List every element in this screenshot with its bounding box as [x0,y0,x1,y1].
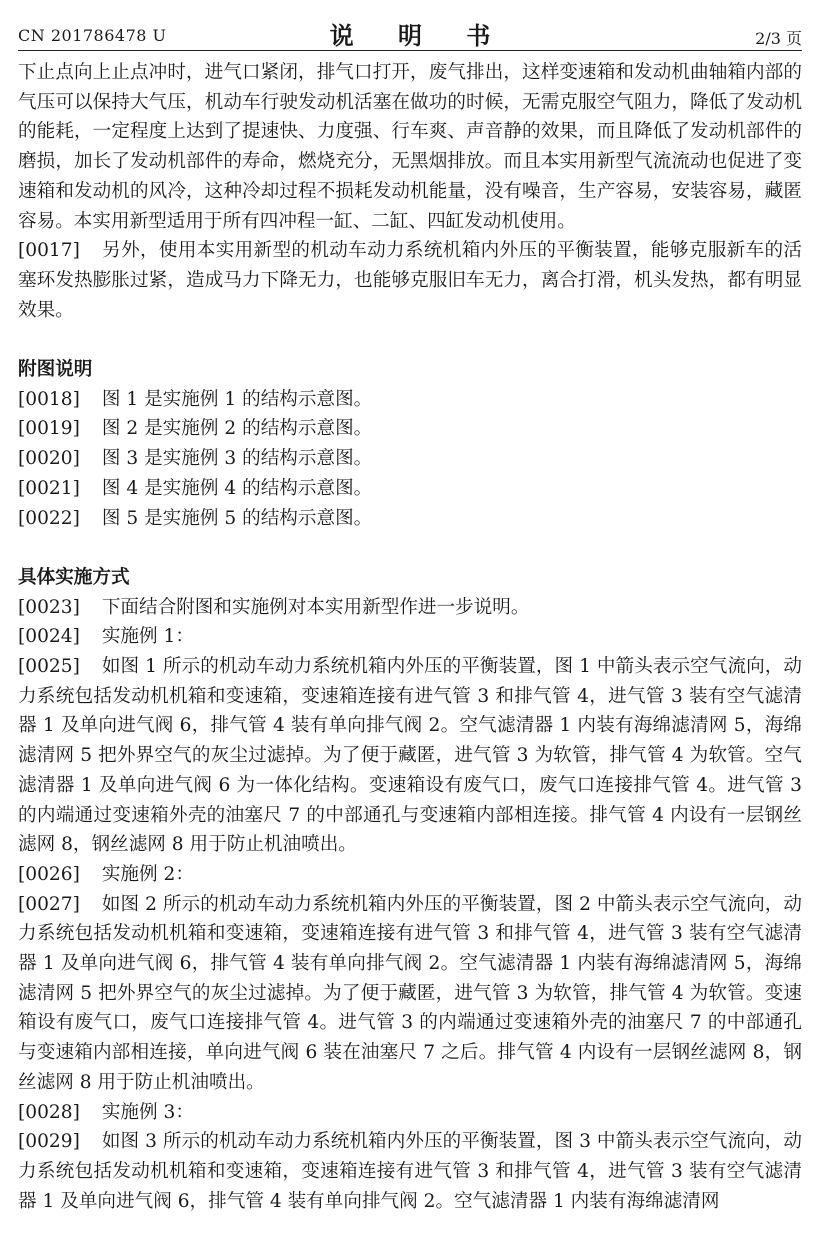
paragraph-text: 实施例 3： [101,1101,194,1123]
paragraph-text: 图 1 是实施例 1 的结构示意图。 [101,388,373,410]
numbered-paragraph [18,860,802,890]
paragraph-text: 如图 1 所示的机动车动力系统机箱内外压的平衡装置，图 1 中箭头表示空气流向，动力系统包括发动机机箱和变速箱，变速箱连接有进气管 3 和排气管 4，进气管 3 装有空气滤清器 1 及单向进气阀 6，排气管 4 装有单向排气阀 2。空气滤清器 1 内装有海绵滤清网 5，海绵滤清网 5 把外界空气的灰尘过滤掉。为了便于藏匿，进气管 3 为软管，排气管 4 为软管。空气滤清器 1 及单向进气阀 6 为一体化结构。变速箱设有废气口，废气口连接排气管 4。进气管 3 的内端通过变速箱外壳的油塞尺 7 的中部通孔与变速箱内部相连接。排气管 4 内设有一层钢丝滤网 8，钢丝滤网 8 用于防止机油喷出。 [18,656,802,856]
doc-number: CN 201786478 U [18,26,167,45]
numbered-paragraph [18,385,802,415]
paragraph-number: [0017] [18,240,80,262]
paragraph-text: 图 3 是实施例 3 的结构示意图。 [101,448,373,470]
paragraph-number: [0023] [18,596,80,618]
numbered-paragraph [18,652,802,860]
page-title: 说 明 书 [329,21,509,50]
numbered-paragraph [18,414,802,444]
paragraph-text: 下面结合附图和实施例对本实用新型作进一步说明。 [101,596,530,618]
numbered-paragraph [18,622,802,652]
paragraph-text: 实施例 1： [101,626,194,648]
numbered-paragraph [18,1098,802,1128]
paragraph-number: [0027] [18,893,80,915]
section-gap [18,533,802,563]
paragraph-number: [0024] [18,626,80,648]
paragraph-number: [0019] [18,418,80,440]
numbered-paragraph [18,593,802,623]
paragraph-text: 图 5 是实施例 5 的结构示意图。 [101,507,373,529]
header-divider [18,50,802,51]
paragraph-continuation: 下止点向上止点冲时，进气口紧闭，排气口打开，废气排出，这样变速箱和发动机曲轴箱内部的气压可以保持大气压，机动车行驶发动机活塞在做功的时候，无需克服空气阻力，降低了发动机的能耗，一定程度上达到了提速快、力度强、行车爽、声音静的效果，而且降低了发动机部件的磨损，加长了发动机部件的寿命，燃烧充分，无黑烟排放。而且本实用新型气流流动也促进了变速箱和发动机的风冷，这种冷却过程不损耗发动机能量，没有噪音，生产容易，安装容易，藏匿容易。本实用新型适用于所有四冲程一缸、二缸、四缸发动机使用。 [18,62,802,232]
paragraph-text: 另外，使用本实用新型的机动车动力系统机箱内外压的平衡装置，能够克服新车的活塞环发热膨胀过紧，造成马力下降无力，也能够克服旧车无力，离合打滑，机头发热，都有明显效果。 [18,240,802,321]
numbered-paragraph [18,474,802,504]
numbered-paragraph [18,1127,802,1216]
numbered-paragraph [18,444,802,474]
document-body [18,58,802,1216]
paragraph-text: 如图 2 所示的机动车动力系统机箱内外压的平衡装置，图 2 中箭头表示空气流向，动力系统包括发动机机箱和变速箱，变速箱连接有进气管 3 和排气管 4，进气管 3 装有空气滤清器 1 及单向进气阀 6，排气管 4 装有单向排气阀 2。空气滤清器 1 内装有海绵滤清网 5，海绵滤清网 5 把外界空气的灰尘过滤掉。为了便于藏匿，进气管 3 为软管，排气管 4 为软管。变速箱设有废气口，废气口连接排气管 4。进气管 3 的内端通过变速箱外壳的油塞尺 7 的中部通孔与变速箱内部相连接，单向进气阀 6 装在油塞尺 7 之后。排气管 4 内设有一层钢丝滤网 8，钢丝滤网 8 用于防止机油喷出。 [18,893,802,1093]
page-header [0,0,820,50]
paragraph-number: [0026] [18,863,80,885]
numbered-paragraph [18,236,802,325]
section-gap [18,325,802,355]
paragraph-text: 图 2 是实施例 2 的结构示意图。 [101,418,373,440]
section-heading: 附图说明 [18,359,93,381]
page-number: 2/3 页 [755,29,802,48]
paragraph-number: [0022] [18,507,80,529]
paragraph-text: 实施例 2： [101,863,194,885]
paragraph-number: [0029] [18,1131,80,1153]
numbered-paragraph [18,504,802,534]
numbered-paragraph [18,890,802,1098]
paragraph-number: [0028] [18,1101,80,1123]
paragraph-text: 图 4 是实施例 4 的结构示意图。 [101,477,373,499]
paragraph-number: [0020] [18,448,80,470]
paragraph-text: 如图 3 所示的机动车动力系统机箱内外压的平衡装置，图 3 中箭头表示空气流向，动力系统包括发动机机箱和变速箱，变速箱连接有进气管 3 和排气管 4，进气管 3 装有空气滤清器 1 及单向进气阀 6，排气管 4 装有单向排气阀 2。空气滤清器 1 内装有海绵滤清网 [18,1131,802,1212]
paragraph-number: [0025] [18,656,80,678]
paragraph-number: [0018] [18,388,80,410]
section-heading: 具体实施方式 [18,566,130,588]
paragraph-number: [0021] [18,477,80,499]
